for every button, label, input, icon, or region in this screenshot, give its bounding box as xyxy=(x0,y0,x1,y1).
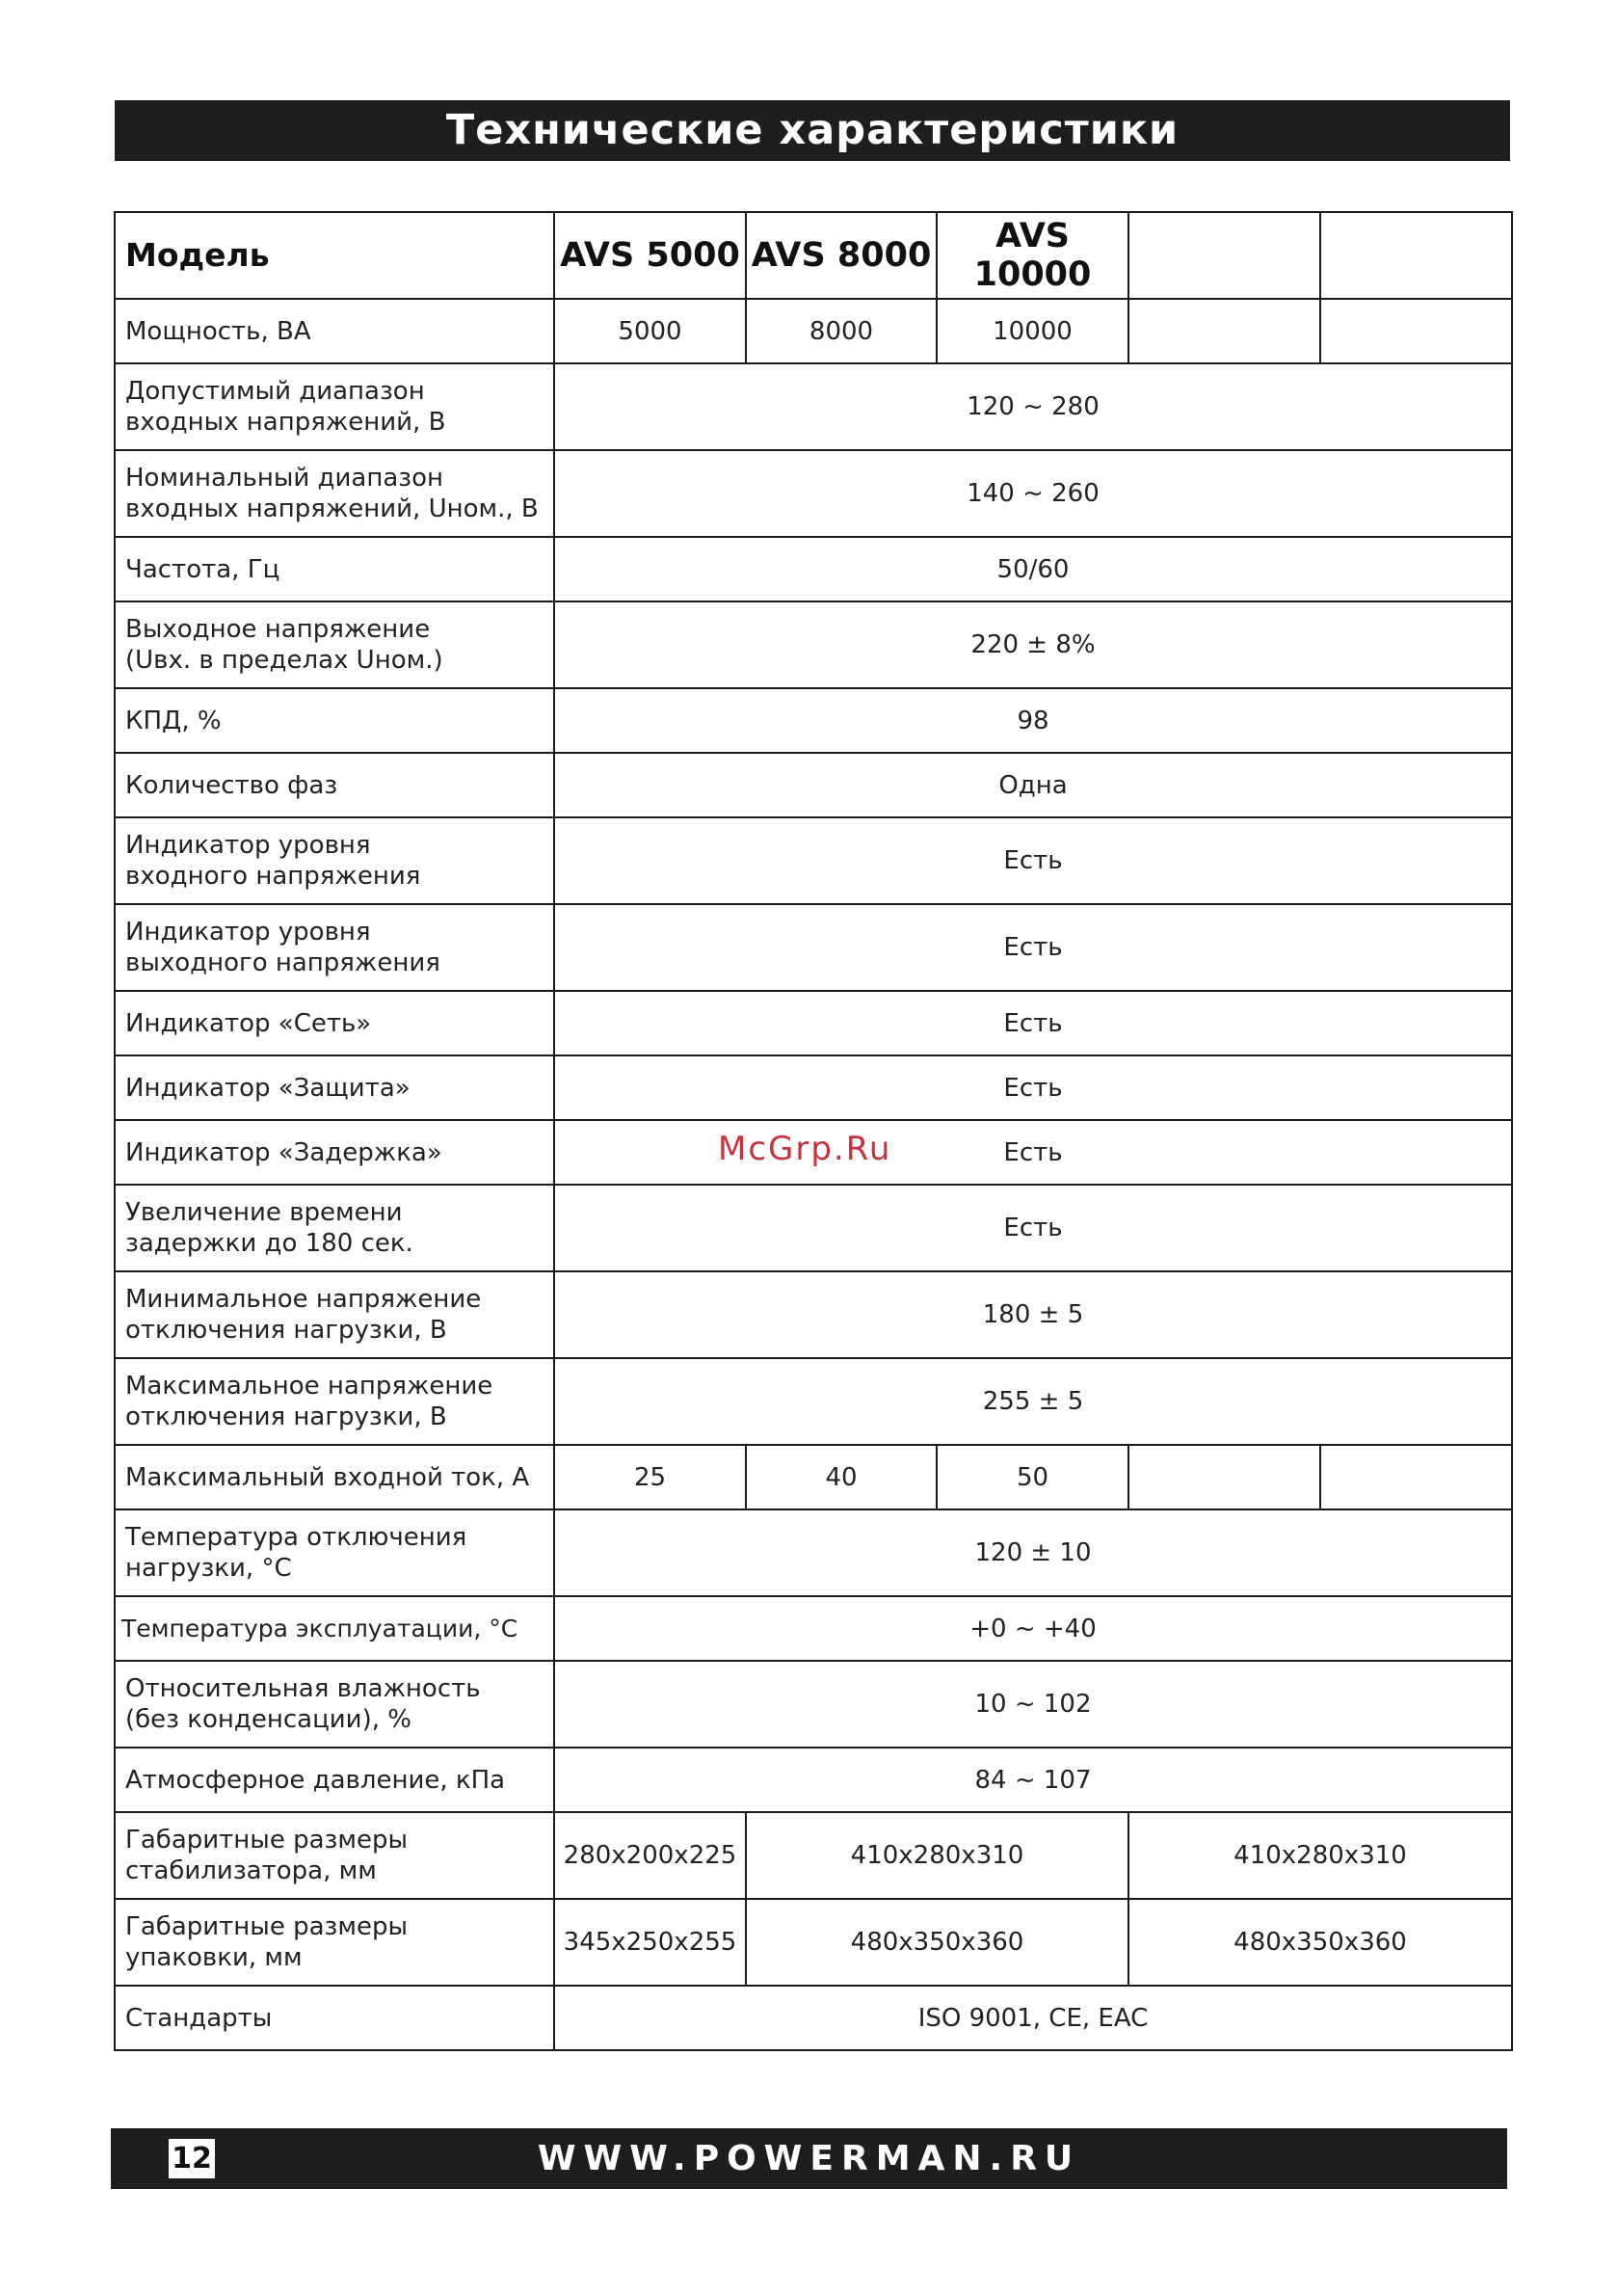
cell-value: 50/60 xyxy=(554,537,1512,601)
row-label: Относительная влажность (без конденсации), % xyxy=(115,1661,554,1748)
table-row xyxy=(115,904,1512,991)
cell-value: 410x280x310 xyxy=(1128,1812,1512,1899)
row-label: Индикатор «Сеть» xyxy=(115,991,554,1055)
cell-value: 410x280x310 xyxy=(746,1812,1128,1899)
table-row xyxy=(115,1596,1512,1661)
cell-value: Одна xyxy=(554,753,1512,817)
cell-value: 480x350x360 xyxy=(746,1899,1128,1986)
cell-value: 180 ± 5 xyxy=(554,1271,1512,1358)
cell-value: 140 ~ 260 xyxy=(554,450,1512,537)
cell-value: 8000 xyxy=(746,299,937,363)
model-column-header: AVS 8000 xyxy=(746,212,937,299)
row-label: Минимальное напряжение отключения нагрузки, В xyxy=(115,1271,554,1358)
model-column-header: AVS 5000 xyxy=(554,212,746,299)
cell-value: 480x350x360 xyxy=(1128,1899,1512,1986)
row-label: Стандарты xyxy=(115,1986,554,2050)
row-label: Индикатор «Задержка» xyxy=(115,1120,554,1185)
row-label: Номинальный диапазон входных напряжений, Uном., В xyxy=(115,450,554,537)
cell-value: 220 ± 8% xyxy=(554,601,1512,688)
cell-value: +0 ~ +40 xyxy=(554,1596,1512,1661)
table-row xyxy=(115,1986,1512,2050)
row-label: Габаритные размеры упаковки, мм xyxy=(115,1899,554,1986)
table-row xyxy=(115,1661,1512,1748)
footer-bar xyxy=(111,2128,1507,2189)
cell-value: Есть xyxy=(554,1185,1512,1271)
row-label: Частота, Гц xyxy=(115,537,554,601)
row-label: КПД, % xyxy=(115,688,554,753)
table-row xyxy=(115,1445,1512,1509)
table-row xyxy=(115,1899,1512,1986)
page-number: 12 xyxy=(169,2139,215,2178)
table-row xyxy=(115,299,1512,363)
table-row xyxy=(115,1055,1512,1120)
cell-value: Есть xyxy=(554,1120,1512,1185)
row-label: Максимальное напряжение отключения нагрузки, В xyxy=(115,1358,554,1445)
row-label: Температура эксплуатации, °С xyxy=(115,1596,554,1661)
model-column-header xyxy=(1128,212,1320,299)
watermark: McGrp.Ru xyxy=(718,1130,892,1168)
row-label: Количество фаз xyxy=(115,753,554,817)
model-column-header: AVS 10000 xyxy=(937,212,1128,299)
row-label: Индикатор уровня выходного напряжения xyxy=(115,904,554,991)
row-label: Допустимый диапазон входных напряжений, В xyxy=(115,363,554,450)
cell-value: 280x200x225 xyxy=(554,1812,746,1899)
table-row xyxy=(115,601,1512,688)
row-label: Температура отключения нагрузки, °С xyxy=(115,1509,554,1596)
cell-value xyxy=(1128,1445,1320,1509)
row-label: Габаритные размеры стабилизатора, мм xyxy=(115,1812,554,1899)
cell-value: ISO 9001, CE, EAC xyxy=(554,1986,1512,2050)
cell-value: 5000 xyxy=(554,299,746,363)
row-label: Индикатор «Защита» xyxy=(115,1055,554,1120)
cell-value: 50 xyxy=(937,1445,1128,1509)
cell-value: 255 ± 5 xyxy=(554,1358,1512,1445)
cell-value: Есть xyxy=(554,1055,1512,1120)
cell-value: 98 xyxy=(554,688,1512,753)
cell-value: 120 ± 10 xyxy=(554,1509,1512,1596)
table-row xyxy=(115,537,1512,601)
table-row xyxy=(115,450,1512,537)
row-label: Увеличение времени задержки до 180 сек. xyxy=(115,1185,554,1271)
page-title: Технические характеристики xyxy=(115,100,1510,161)
table-row xyxy=(115,991,1512,1055)
cell-value: 84 ~ 107 xyxy=(554,1748,1512,1812)
table-row xyxy=(115,688,1512,753)
table-row xyxy=(115,1812,1512,1899)
cell-value: 40 xyxy=(746,1445,937,1509)
row-label: Индикатор уровня входного напряжения xyxy=(115,817,554,904)
row-label: Максимальный входной ток, А xyxy=(115,1445,554,1509)
cell-value xyxy=(1320,299,1512,363)
website-url: WWW.POWERMAN.RU xyxy=(537,2139,1081,2178)
table-row xyxy=(115,1358,1512,1445)
cell-value: 10 ~ 102 xyxy=(554,1661,1512,1748)
row-label: Мощность, ВА xyxy=(115,299,554,363)
table-header-row xyxy=(115,212,1512,299)
table-row xyxy=(115,1748,1512,1812)
cell-value: 25 xyxy=(554,1445,746,1509)
table-row xyxy=(115,1509,1512,1596)
row-label: Выходное напряжение (Uвх. в пределах Uном.) xyxy=(115,601,554,688)
table-row xyxy=(115,1185,1512,1271)
cell-value: 120 ~ 280 xyxy=(554,363,1512,450)
cell-value: Есть xyxy=(554,904,1512,991)
row-label: Атмосферное давление, кПа xyxy=(115,1748,554,1812)
table-row xyxy=(115,753,1512,817)
cell-value: 345x250x255 xyxy=(554,1899,746,1986)
cell-value: Есть xyxy=(554,991,1512,1055)
header-label: Модель xyxy=(115,212,554,299)
cell-value xyxy=(1320,1445,1512,1509)
model-column-header xyxy=(1320,212,1512,299)
table-row xyxy=(115,817,1512,904)
table-row xyxy=(115,363,1512,450)
cell-value xyxy=(1128,299,1320,363)
cell-value: 10000 xyxy=(937,299,1128,363)
cell-value: Есть xyxy=(554,817,1512,904)
table-row xyxy=(115,1271,1512,1358)
